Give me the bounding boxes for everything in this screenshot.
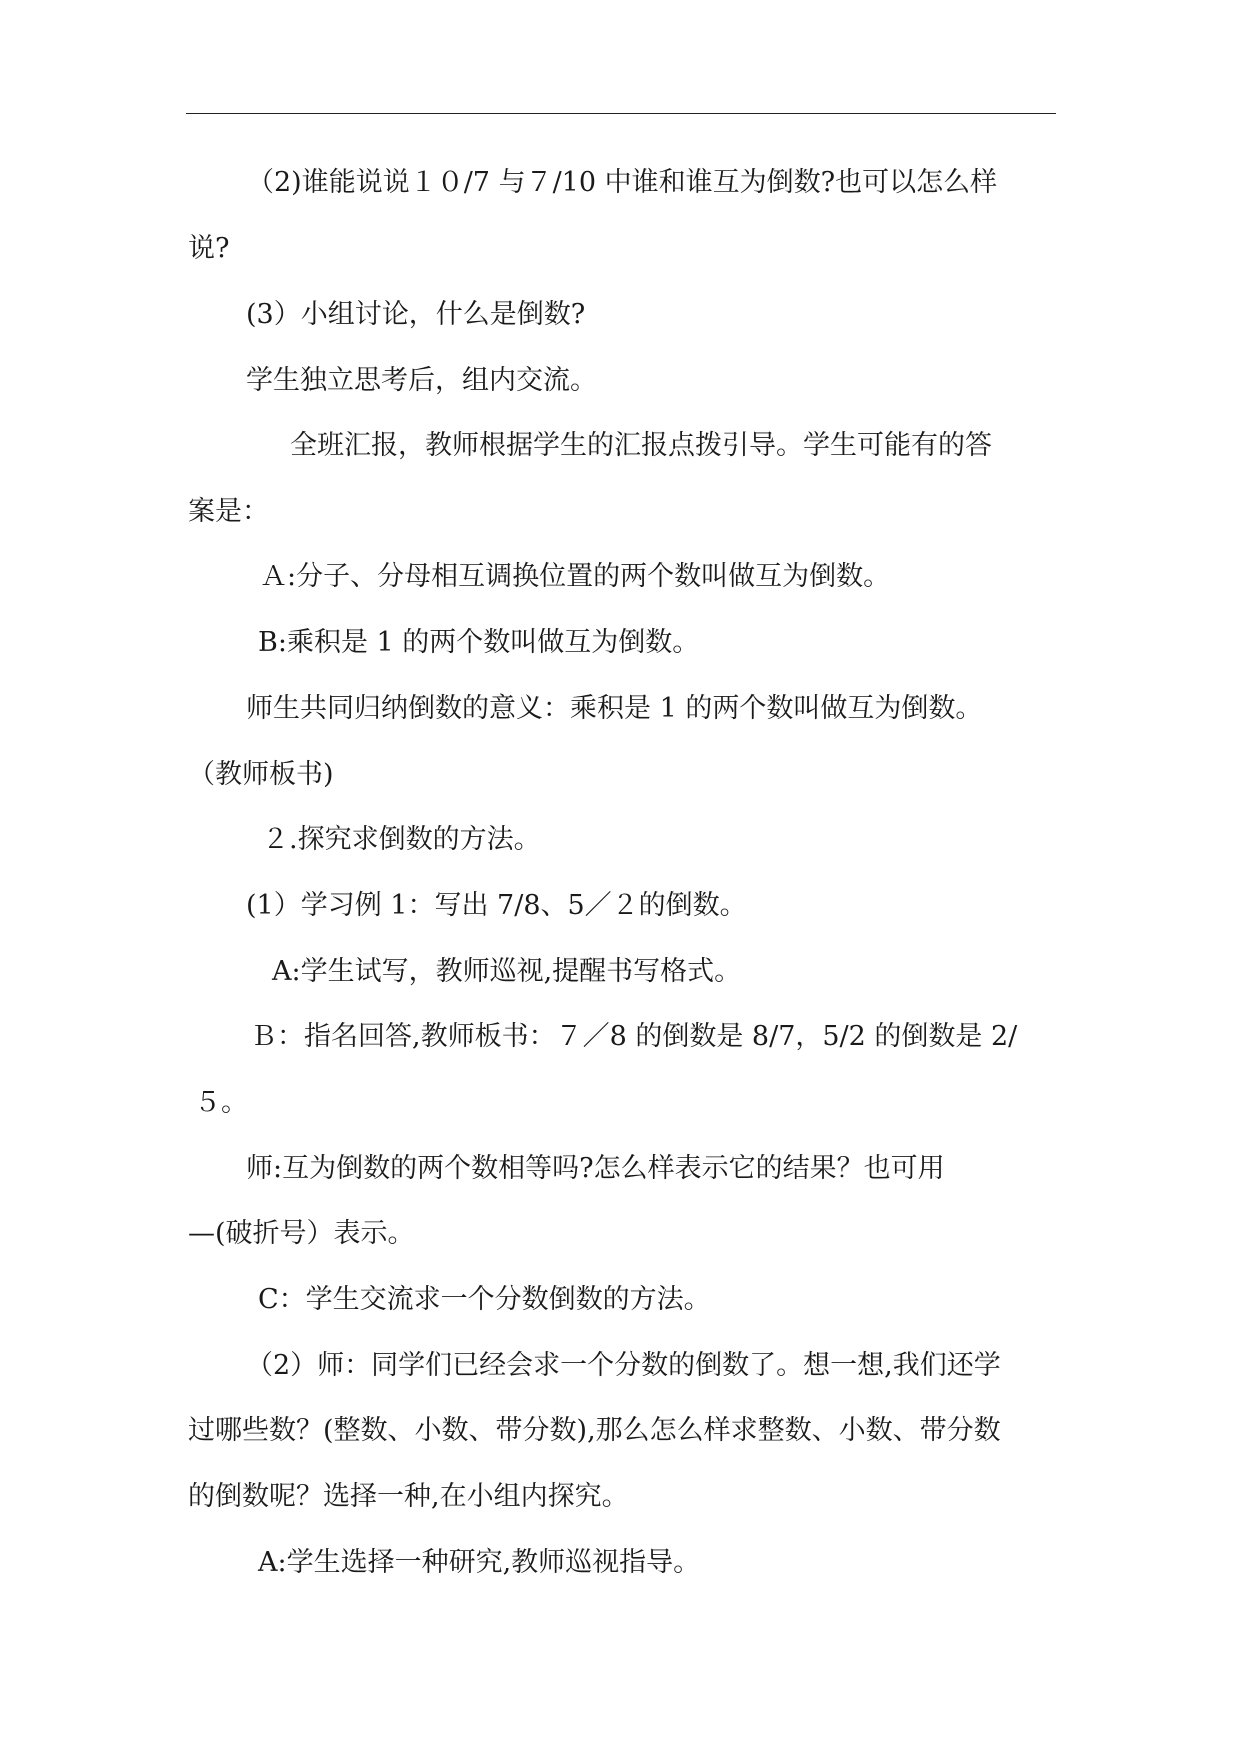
- paragraph-line: ５。: [194, 1087, 248, 1118]
- paragraph-line: 过哪些数？(整数、小数、带分数),那么怎么样求整数、小数、带分数: [188, 1415, 1001, 1446]
- paragraph-line: Ａ:分子、分母相互调换位置的两个数叫做互为倒数。: [260, 561, 891, 592]
- paragraph-line: —(破折号）表示。: [188, 1218, 415, 1249]
- paragraph-line: 师:互为倒数的两个数相等吗?怎么样表示它的结果？也可用: [246, 1153, 945, 1184]
- paragraph-line: A:学生试写，教师巡视,提醒书写格式。: [272, 956, 742, 987]
- paragraph-line: (3）小组讨论，什么是倒数?: [246, 299, 586, 330]
- paragraph-line: Ｂ：指名回答,教师板书：７／8 的倒数是 8/7，5/2 的倒数是 2/: [250, 1021, 1018, 1052]
- paragraph-line: B:乘积是 1 的两个数叫做互为倒数。: [258, 627, 700, 658]
- paragraph-line: 师生共同归纳倒数的意义：乘积是 1 的两个数叫做互为倒数。: [246, 693, 983, 724]
- header-rule: [186, 113, 1056, 114]
- paragraph-line: C：学生交流求一个分数倒数的方法。: [258, 1284, 711, 1315]
- paragraph-line: 全班汇报，教师根据学生的汇报点拨引导。学生可能有的答: [290, 430, 992, 461]
- paragraph-line: （2)谁能说说１０/7 与７/10 中谁和谁互为倒数?也可以怎么样: [247, 167, 998, 198]
- paragraph-line: A:学生选择一种研究,教师巡视指导。: [258, 1547, 701, 1578]
- paragraph-line: 学生独立思考后，组内交流。: [246, 365, 597, 396]
- paragraph-line: （教师板书): [188, 759, 334, 790]
- paragraph-line: (1）学习例 1：写出 7/8、5／２的倒数。: [246, 890, 747, 921]
- paragraph-line: 说?: [188, 233, 230, 264]
- paragraph-line: 的倒数呢？选择一种,在小组内探究。: [188, 1481, 629, 1512]
- paragraph-line: （2）师：同学们已经会求一个分数的倒数了。想一想,我们还学: [246, 1350, 1001, 1381]
- paragraph-line: 案是：: [188, 496, 269, 527]
- paragraph-line: ２.探究求倒数的方法。: [262, 824, 541, 855]
